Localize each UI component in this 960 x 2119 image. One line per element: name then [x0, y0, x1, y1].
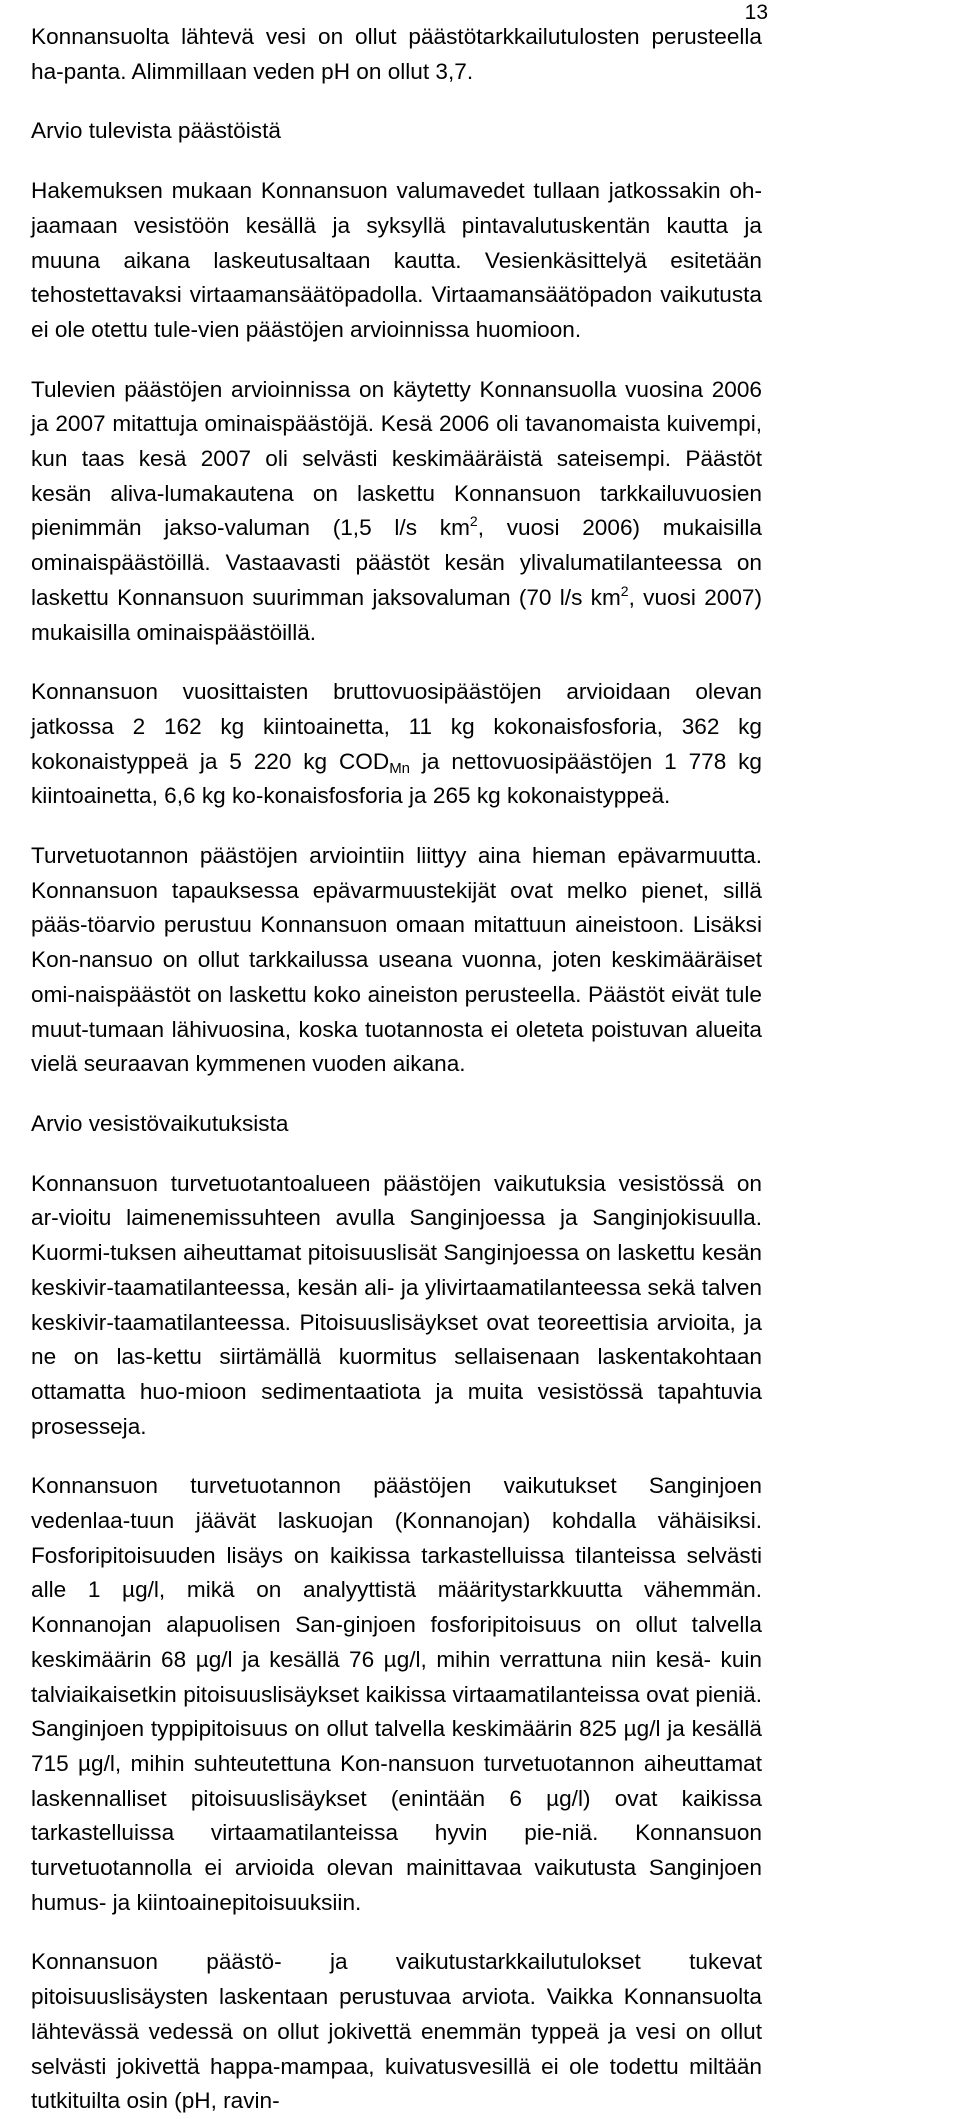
paragraph-ph-intro: Konnansuolta lähtevä vesi on ollut päästötarkkailutulosten perusteella ha-panta. Alimmillaan veden pH on ollut 3,7.: [31, 24, 762, 84]
paragraph-water-quality-effects: Konnansuon turvetuotannon päästöjen vaikutukset Sanginjoen vedenlaa-tuun jäävät laskuojan (Konnanojan) kohdalla vähäisiksi. Fosforipitoisuuden lisäys on kaikissa tarkastelluissa tilanteissa selvästi alle 1 µg/l, mikä on analyyttistä määritystarkkuutta vähemmän. Konnanojan alapuolisen San-ginjoen fosforipitoisuus on ollut talvella keskimäärin 68 µg/l ja kesällä 76 µg/l, mihin verrattuna niin kesä- kuin talviaikaisetkin pitoisuuslisäykset kaikissa virtaamatilanteissa ovat pieniä. Sanginjoen typpipitoisuus on ollut talvella keskimäärin 825 µg/l ja kesällä 715 µg/l, mihin suhteutettuna Kon-nansuon turvetuotannon aiheuttamat laskennalliset pitoisuuslisäykset (enintään 6 µg/l) ovat kaikissa tarkastelluissa virtaamatilanteissa hyvin pie-niä. Konnansuon turvetuotannolla ei arvioida olevan mainittavaa vaikutusta Sanginjoen humus- ja kiintoainepitoisuuksiin.: [31, 1473, 762, 1915]
paragraph-uncertainty: Turvetuotannon päästöjen arviointiin liittyy aina hieman epävarmuutta. Konnansuon tapauksessa epävarmuustekijät ovat melko pienet, sillä pääs-töarvio perustuu Konnansuon omaan mitattuun aineistoon. Lisäksi Kon-nansuo on ollut tarkkailussa useana vuonna, joten keskimääräiset omi-naispäästöt on laskettu koko aineiston perusteella. Päästöt eivät tule muut-tumaan lähivuosina, koska tuotannosta ei oleteta poistuvan alueita vielä seuraavan kymmenen vuoden aikana.: [31, 843, 762, 1077]
paragraph-annual-emissions: Konnansuon vuosittaisten bruttovuosipäästöjen arvioidaan olevan jatkossa 2 162 kg kiintoainetta, 11 kg kokonaisfosforia, 362 kg kokonaistyppeä ja 5 220 kg $COD_{Mn}$ ja nettovuosipäästöjen 1 778 kg kiintoainetta, 6,6 kg ko-konaisfosforia ja 265 kg kokonaistyppeä.: [31, 679, 762, 809]
document-body: [31, 20, 762, 2119]
paragraph-dilution-assessment: Konnansuon turvetuotantoalueen päästöjen vaikutuksia vesistössä on ar-vioitu laimenemissuhteen avulla Sanginjoessa ja Sanginjokisuulla. Kuormi-tuksen aiheuttamat pitoisuuslisät Sanginjoessa on laskettu kesän keskivir-taamatilanteessa, kesän ali- ja ylivirtaamatilanteessa sekä talven keskivir-taamatilanteessa. Pitoisuuslisäykset ovat teoreettisia arvioita, ja ne on las-kettu siirtämällä kuormitus sellaisenaan laskentakohtaan ottamatta huo-mioon sedimentaatiota ja muita vesistössä tapahtuvia prosesseja.: [31, 1170, 762, 1439]
heading-future-emissions: Arvio tulevista päästöistä: [31, 118, 281, 144]
heading-water-impacts: Arvio vesistövaikutuksista: [31, 1110, 289, 1136]
paragraph-specific-emissions: Tulevien päästöjen arvioinnissa on käytetty Konnansuolla vuosina 2006 ja 2007 mitattuja ominaispäästöjä. Kesä 2006 oli tavanomaista kuivempi, kun taas kesä 2007 oli selvästi keskimääräistä sateisempi. Päästöt kesän aliva-lumakautena on laskettu Konnansuon tarkkailuvuosien pienimmän jakso-valuman (1,5 l/s $km^2$, vuosi 2006) mukaisilla ominaispäästöillä. Vastaavasti päästöt kesän ylivalumatilanteessa on laskettu Konnansuon suurimman jaksovaluman (70 l/s $km^2$, vuosi 2007) mukaisilla ominaispäästöillä.: [31, 376, 762, 645]
paragraph-monitoring-results: Konnansuon päästö- ja vaikutustarkkailutulokset tukevat pitoisuuslisäysten laskentaan perustuvaa arviota. Vaikka Konnansuolta lähtevässä vedessä on ollut jokivettä enemmän typpeä ja vesi on ollut selvästi jokivettä happa-mampaa, kuivatusvesillä ei ole todettu miltään tutkituilta osin (pH, ravin-: [31, 1949, 762, 2114]
paragraph-application-runoff: Hakemuksen mukaan Konnansuon valumavedet tullaan jatkossakin oh-jaamaan vesistöön kesällä ja syksyllä pintavalutuskentän kautta ja muuna aikana laskeutusaltaan kautta. Vesienkäsittelyä esitetään tehostettavaksi virtaamansäätöpadolla. Virtaamansäätöpadon vaikutusta ei ole otettu tule-vien päästöjen arvioinnissa huomioon.: [31, 178, 762, 342]
page-number: 13: [744, 1, 768, 24]
